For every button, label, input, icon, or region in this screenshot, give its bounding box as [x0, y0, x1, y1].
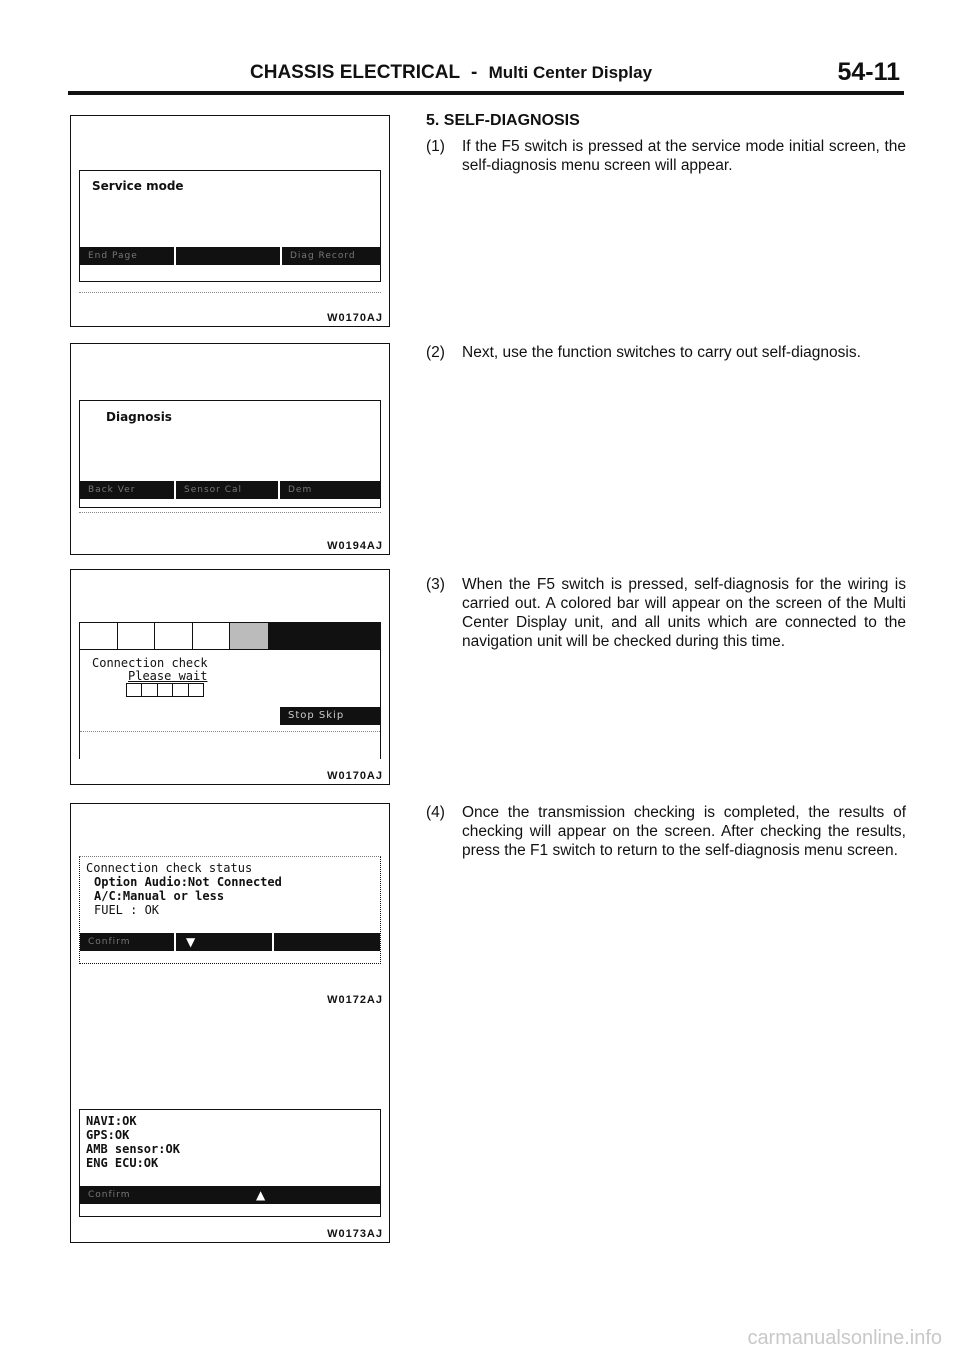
button-stop-skip[interactable]: Stop Skip: [288, 710, 345, 721]
header-title: CHASSIS ELECTRICAL - Multi Center Display: [250, 62, 653, 83]
button-empty[interactable]: [274, 933, 380, 951]
scroll-down-button[interactable]: ▼: [176, 933, 274, 951]
figure-code: W0170AJ: [327, 770, 383, 782]
paragraph-text: Next, use the function switches to carry out self-diagnosis.: [462, 344, 861, 361]
divider: [79, 292, 381, 293]
figure-results: [70, 1017, 390, 1243]
paragraph-text: Once the transmission checking is completed, the results of checking will appear on the screen. After checking the results, press the F1 switch to return to the self-diagnosis menu screen.: [462, 804, 906, 859]
figure-code: W0172AJ: [327, 994, 383, 1006]
status-option-audio: Option Audio:Not Connected: [94, 875, 282, 889]
figure-service-mode: [70, 115, 390, 327]
colored-progress-bar: [230, 623, 380, 649]
result-amb-sensor: AMB sensor:OK: [86, 1142, 180, 1156]
header-rule: [68, 91, 904, 95]
result-gps: GPS:OK: [86, 1128, 130, 1142]
divider: [80, 731, 380, 732]
connection-check-label: Connection check: [92, 656, 208, 670]
paragraph-number: (3): [426, 576, 445, 593]
function-bar: [80, 247, 380, 265]
function-bar: [280, 707, 380, 725]
screen-frame: [79, 622, 381, 759]
result-navi: NAVI:OK: [86, 1114, 137, 1128]
page-number: 54-11: [837, 58, 900, 86]
figure-code: W0194AJ: [327, 540, 383, 552]
paragraph-4: [426, 803, 906, 860]
button-diag-record[interactable]: Diag Record: [290, 251, 356, 261]
button-confirm[interactable]: Confirm: [88, 1190, 131, 1200]
paragraph-1: [426, 137, 906, 175]
status-fuel: FUEL : OK: [94, 903, 160, 917]
function-bar: [80, 933, 380, 951]
figure-code: W0173AJ: [327, 1228, 383, 1240]
paragraph-number: (2): [426, 344, 445, 361]
divider: [79, 512, 381, 513]
figure-connection-status: [70, 803, 390, 1019]
screen-title: Service mode: [92, 179, 184, 193]
screen-frame: [79, 400, 381, 508]
paragraph-3: [426, 575, 906, 651]
button-dem[interactable]: Dem: [288, 485, 313, 495]
page-header: [70, 58, 902, 92]
function-bar: [80, 481, 380, 499]
figure-diagnosis: [70, 343, 390, 555]
figure-code: W0170AJ: [327, 312, 383, 324]
paragraph-text: When the F5 switch is pressed, self-diagnosis for the wiring is carried out. A colored bar will appear on the screen of the Multi Center Display unit, and all units which are connected to the navigation unit will be checked during this time.: [462, 576, 906, 650]
watermark: carmanualsonline.info: [747, 1327, 942, 1349]
button-back-ver[interactable]: Back Ver: [80, 481, 176, 499]
divider: [80, 649, 380, 650]
button-empty[interactable]: [176, 247, 282, 265]
status-ac: A/C:Manual or less: [94, 889, 225, 903]
please-wait-label: Please wait: [128, 669, 208, 683]
screen-frame: [79, 856, 381, 964]
screen-title: Diagnosis: [106, 410, 172, 424]
paragraph-2: [426, 343, 906, 362]
paragraph-number: (4): [426, 804, 445, 821]
function-bar: [80, 1186, 380, 1204]
scroll-up-button[interactable]: ▲: [256, 1188, 267, 1202]
progress-cells: [126, 683, 204, 697]
button-end-page[interactable]: End Page: [80, 247, 176, 265]
screen-frame: [79, 1109, 381, 1217]
status-title: Connection check status: [86, 861, 253, 875]
progress-boxes-top: [80, 623, 230, 649]
paragraph-number: (1): [426, 138, 445, 155]
button-sensor-cal[interactable]: Sensor Cal: [176, 481, 280, 499]
figure-connection-check: [70, 569, 390, 785]
screen-frame: [79, 170, 381, 282]
paragraph-text: If the F5 switch is pressed at the service mode initial screen, the self-diagnosis menu screen will appear.: [462, 138, 906, 174]
button-confirm[interactable]: Confirm: [80, 933, 176, 951]
section-heading: 5. SELF-DIAGNOSIS: [426, 112, 580, 129]
result-eng-ecu: ENG ECU:OK: [86, 1156, 159, 1170]
